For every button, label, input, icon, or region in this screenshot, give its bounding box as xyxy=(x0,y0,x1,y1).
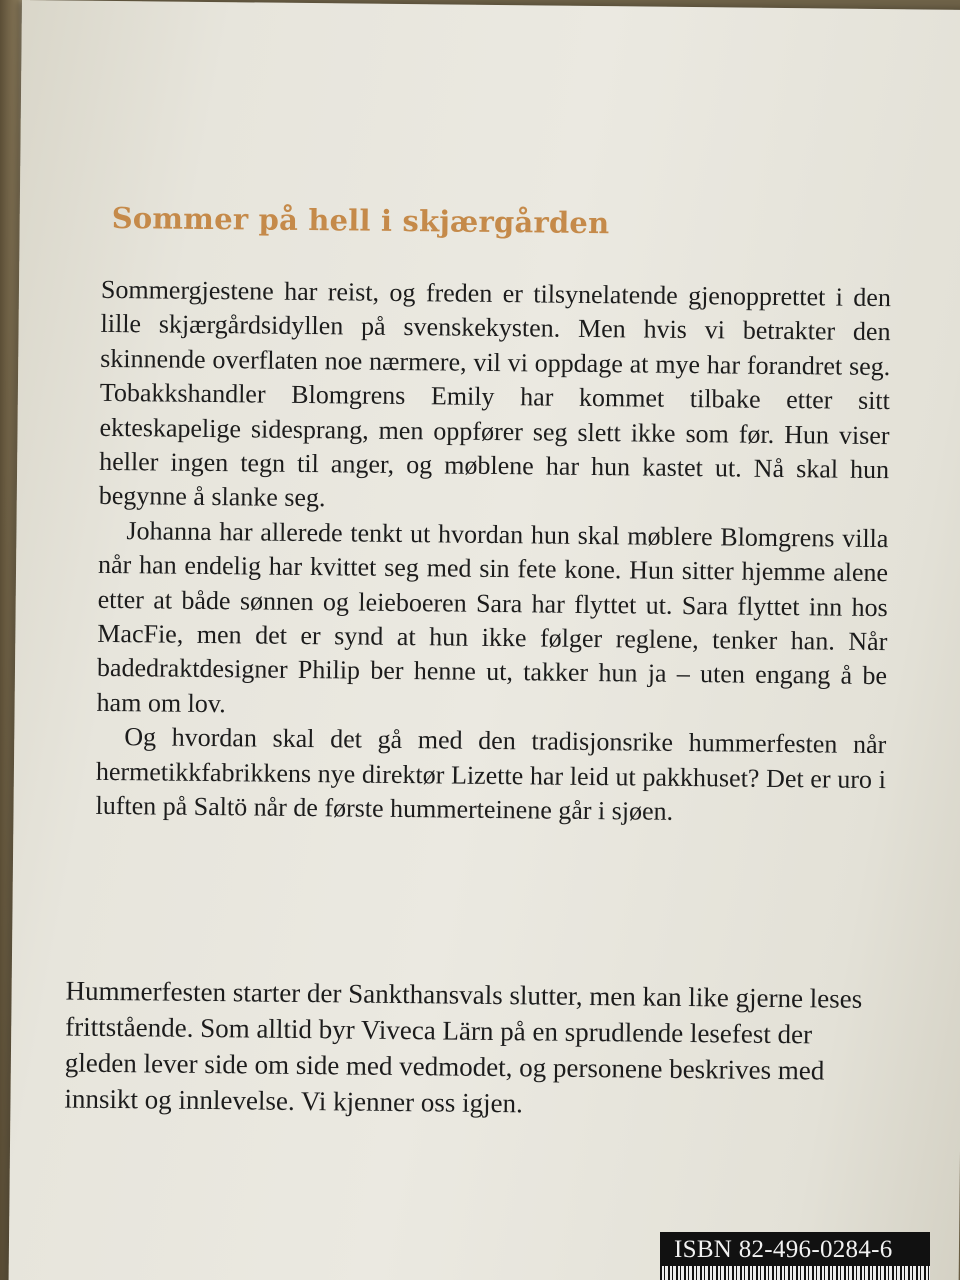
barcode xyxy=(660,1266,930,1280)
blurb-paragraph-2: Johanna har allerede tenkt ut hvordan hun skal møblere Blomgrens villa når han endelig har kvittet seg med sin fete kone. Hun sitter hjemme alene etter at både sønnen og leieboeren Sara har flyttet ut. Sara flyttet inn hos MacFie, men det er synd at hun ikke følger reglene, tenker han. Når badedraktdesigner Philip ber henne ut, takker hun ja – uten engang å be ham om lov. xyxy=(96,515,889,719)
isbn-text: ISBN 82-496-0284-6 xyxy=(674,1236,893,1263)
closing-paragraph: Hummerfesten starter der Sankthansvals slutter, men kan like gjerne leses frittstående. Som alltid byr Viveca Lärn på en sprudlende lesefest der gleden lever side om side med vedmodet, og personene beskrives med innsikt og innlevelse. Vi kjenner oss igjen. xyxy=(64,975,863,1119)
blurb-paragraph-3: Og hvordan skal det gå med den tradisjonsrike hummerfesten når hermetikkfabrikkens nye direktør Lizette har leid ut pakkhuset? Det er uro i luften på Saltö når de første hummerteinene går i sjøen. xyxy=(95,722,887,826)
blurb-paragraph-1: Sommergjestene har reist, og freden er tilsynelatende gjenopprettet i den lille skjærgårdsidyllen på svenskekysten. Men hvis vi betrakter den skinnende overflaten noe nærmere, vil vi oppdage at mye har forandret seg. Tobakkshandler Blomgrens Emily har kommet tilbake etter sitt ekteskapelige sidesprang, men oppfører seg slett ikke som før. Hun viser heller ingen tegn til anger, og møblene har hun kastet ut. Nå skal hun begynne å slanke seg. xyxy=(98,274,892,513)
blurb-title: Sommer på hell i skjærgården xyxy=(111,200,610,241)
blurb-body xyxy=(95,273,891,832)
back-cover xyxy=(8,0,960,1280)
